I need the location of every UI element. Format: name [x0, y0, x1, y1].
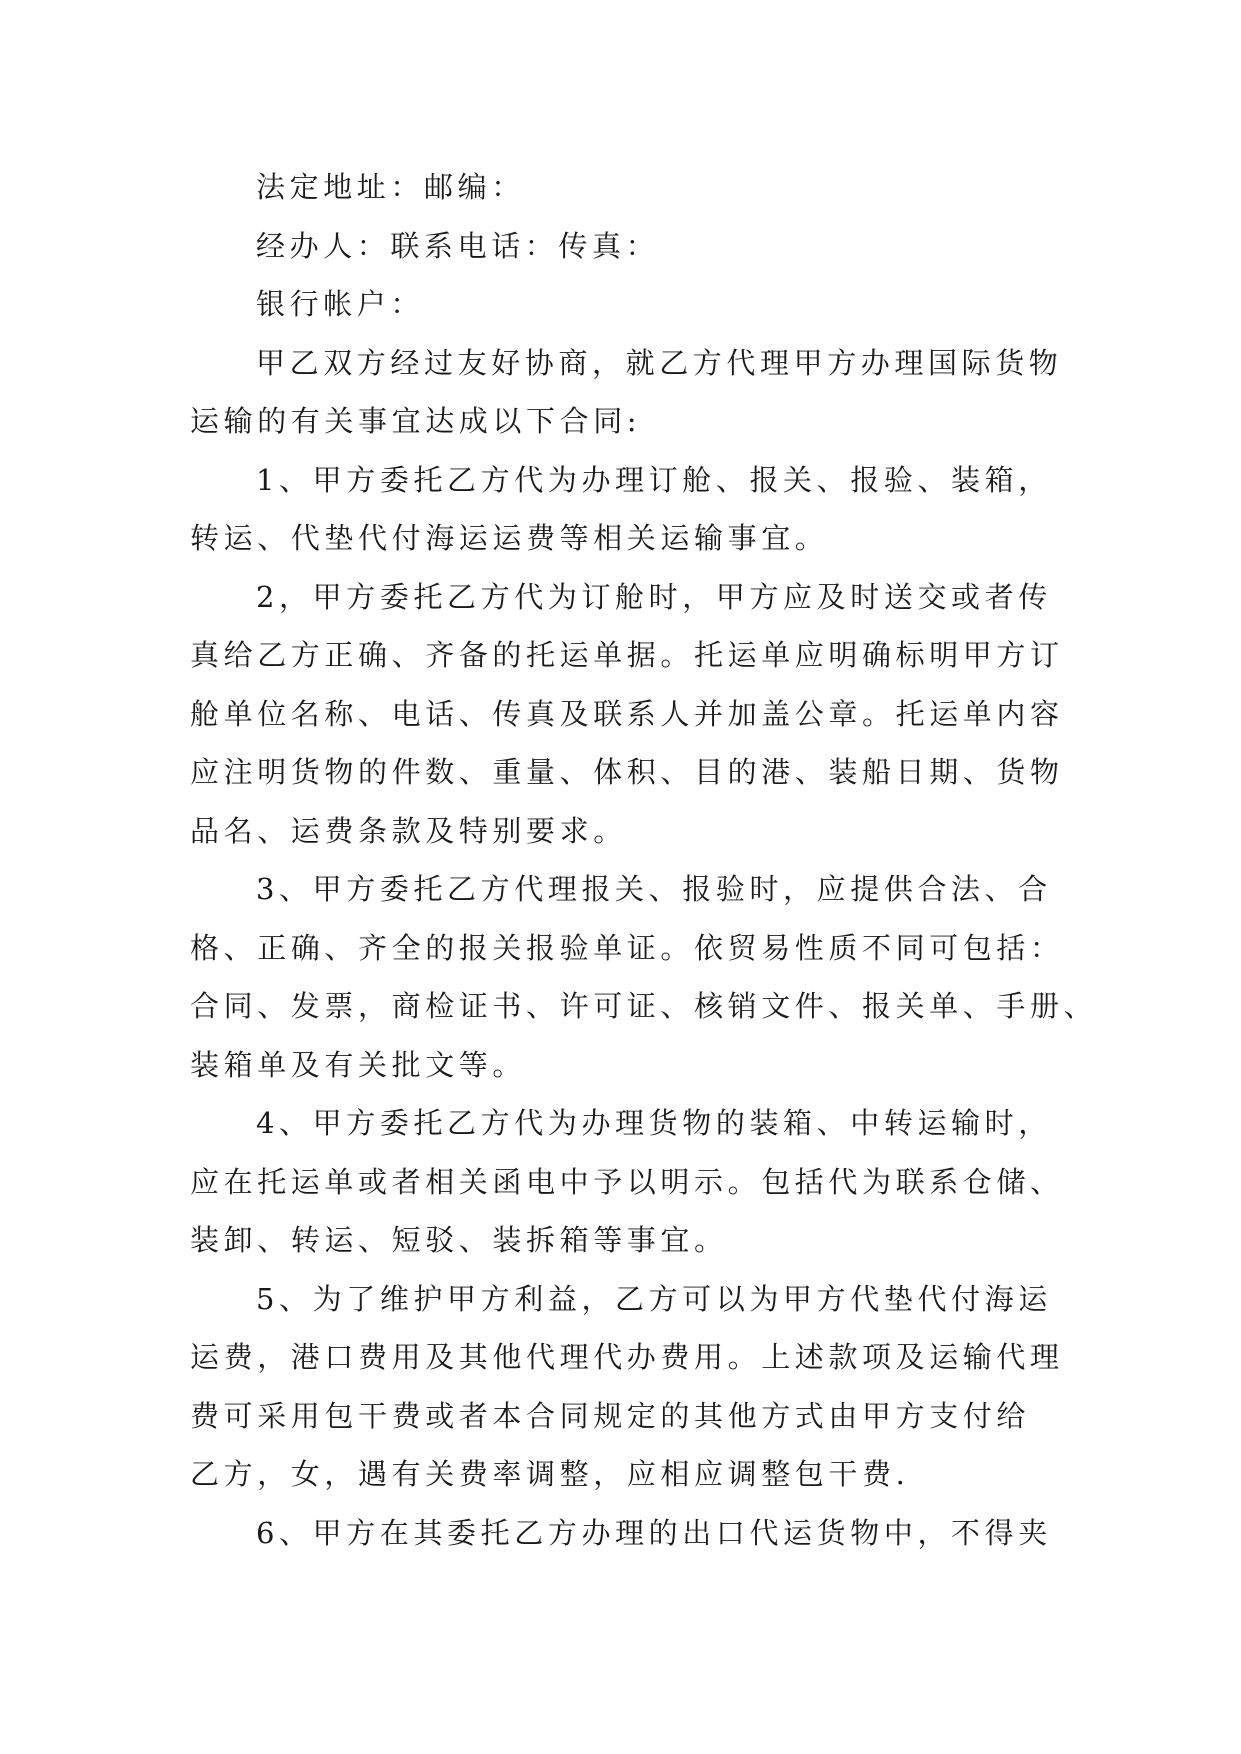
text-line: 真给乙方正确、齐备的托运单据。托运单应明确标明甲方订 [190, 638, 1064, 672]
text-line: 格、正确、齐全的报关报验单证。依贸易性质不同可包括： [190, 930, 1064, 965]
text-line: 应在托运单或者相关函电中予以明示。包括代为联系仓储、 [190, 1164, 1064, 1199]
text-line: 法定地址：邮编： [256, 170, 525, 204]
text-line: 4、甲方委托乙方代为办理货物的装箱、中转运输时， [256, 1106, 1052, 1140]
text-line: 2，甲方委托乙方代为订舱时，甲方应及时送交或者传 [256, 579, 1052, 614]
text-line: 费可采用包干费或者本合同规定的其他方式由甲方支付给 [190, 1398, 1031, 1433]
text-line: 装箱单及有关批文等。 [190, 1047, 527, 1082]
text-line: 装卸、转运、短驳、装拆箱等事宜。 [190, 1223, 728, 1257]
text-line: 合同、发票，商检证书、许可证、核销文件、报关单、手册、 [190, 989, 1098, 1023]
text-line: 乙方，女，遇有关费率调整，应相应调整包干费. [190, 1457, 910, 1491]
text-line: 经办人：联系电话：传真： [256, 228, 660, 263]
document-body [190, 158, 1098, 1562]
text-line: 品名、运费条款及特别要求。 [190, 813, 627, 848]
text-line: 6、甲方在其委托乙方办理的出口代运货物中，不得夹 [256, 1515, 1052, 1550]
text-line: 5、为了维护甲方利益，乙方可以为甲方代垫代付海运 [256, 1281, 1052, 1316]
text-line: 甲乙双方经过友好协商，就乙方代理甲方办理国际货物 [256, 345, 1063, 380]
text-line: 舱单位名称、电话、传真及联系人并加盖公章。托运单内容 [190, 696, 1064, 731]
text-line: 运输的有关事宜达成以下合同: [190, 404, 642, 438]
text-line: 3、甲方委托乙方代理报关、报验时，应提供合法、合 [256, 872, 1052, 906]
text-line: 1、甲方委托乙方代为办理订舱、报关、报验、装箱， [256, 462, 1052, 497]
text-line: 应注明货物的件数、重量、体积、目的港、装船日期、货物 [190, 755, 1064, 789]
text-line: 银行帐户： [256, 287, 425, 321]
text-line: 运费，港口费用及其他代理代办费用。上述款项及运输代理 [190, 1340, 1064, 1374]
text-line: 转运、代垫代付海运运费等相关运输事宜。 [190, 521, 829, 555]
